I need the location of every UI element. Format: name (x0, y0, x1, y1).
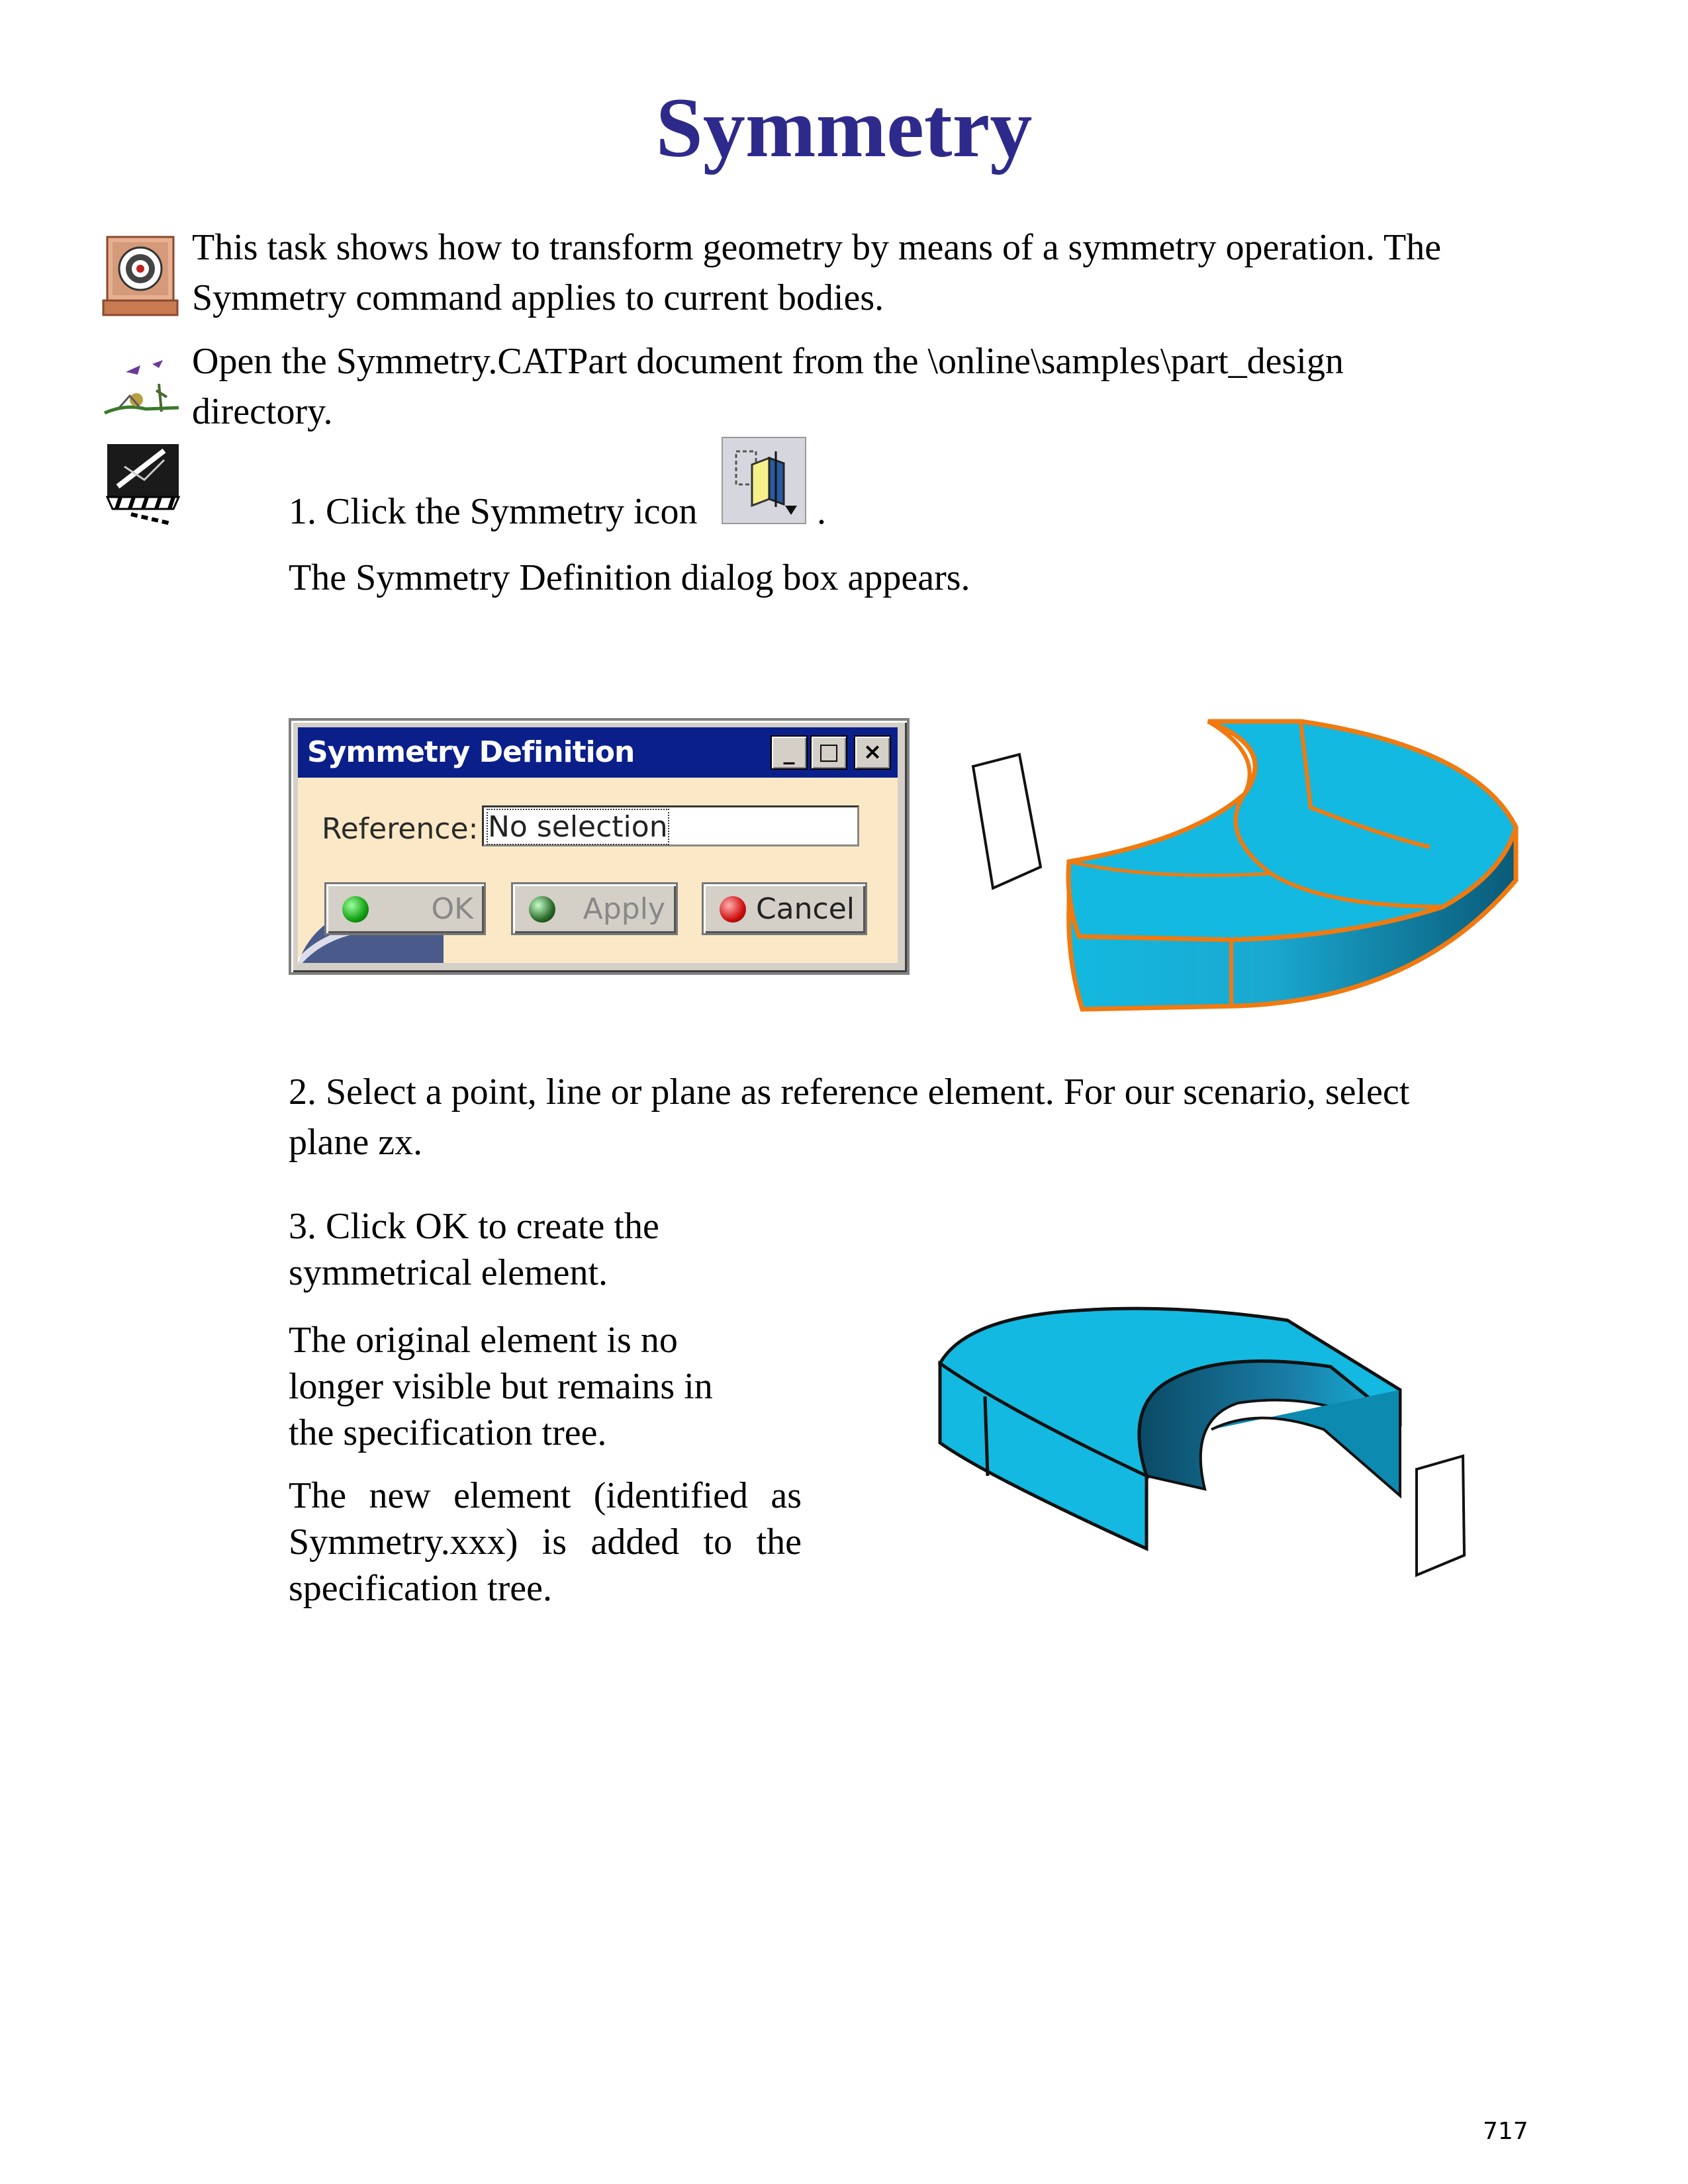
open-document-instruction: Open the Symmetry.CATPart document from the \online\samples\part_design directory. (192, 341, 1344, 432)
target-icon (101, 232, 180, 321)
ok-button[interactable] (324, 882, 486, 935)
clapperboard-icon (105, 440, 184, 526)
step-1-period: . (817, 491, 826, 532)
reference-plane-shape (973, 754, 1041, 888)
original-part-figure (953, 708, 1536, 1026)
cancel-label: Cancel (755, 892, 855, 926)
symmetry-definition-dialog (289, 718, 910, 975)
dialog-title: Symmetry Definition (307, 735, 635, 769)
dialog-appears-text: The Symmetry Definition dialog box appears. (289, 557, 970, 598)
page-number: 717 (1483, 2118, 1528, 2145)
symmetrical-part-figure (927, 1277, 1496, 1621)
symmetry-tool-icon (722, 437, 806, 524)
original-element-note: The original element is no longer visible but remains in the specification tree. (289, 1320, 713, 1453)
reference-input[interactable] (482, 805, 859, 846)
mirrored-part-end-face (1211, 1390, 1400, 1496)
page-title: Symmetry (655, 81, 1033, 175)
mirror-plane-shape (1417, 1456, 1464, 1575)
maximize-button[interactable]: □ (810, 735, 847, 770)
step-1-text: 1. Click the Symmetry icon (289, 491, 698, 532)
cancel-button[interactable] (702, 882, 867, 935)
reference-label: Reference: (322, 812, 479, 846)
apply-button[interactable] (511, 882, 678, 935)
minimize-button[interactable]: _ (771, 735, 808, 770)
new-element-note: The new element (identified as Symmetry.xxx) is added to the specification tree. (289, 1475, 802, 1609)
sample-document-icon (99, 357, 185, 424)
task-description: This task shows how to transform geometry by means of a symmetry operation. The Symmetry command applies to current bodies. (192, 227, 1442, 318)
close-button[interactable]: × (854, 735, 891, 770)
step-2-text: 2. Select a point, line or plane as reference element. For our scenario, select plane zx. (289, 1071, 1410, 1163)
step-3-text: 3. Click OK to create the symmetrical element. (289, 1206, 659, 1293)
apply-label: Apply (583, 892, 665, 926)
reference-value: No selection (488, 810, 668, 844)
ok-label: OK (431, 892, 473, 926)
dialog-title-bar[interactable] (298, 727, 898, 778)
dialog-body (298, 778, 898, 963)
